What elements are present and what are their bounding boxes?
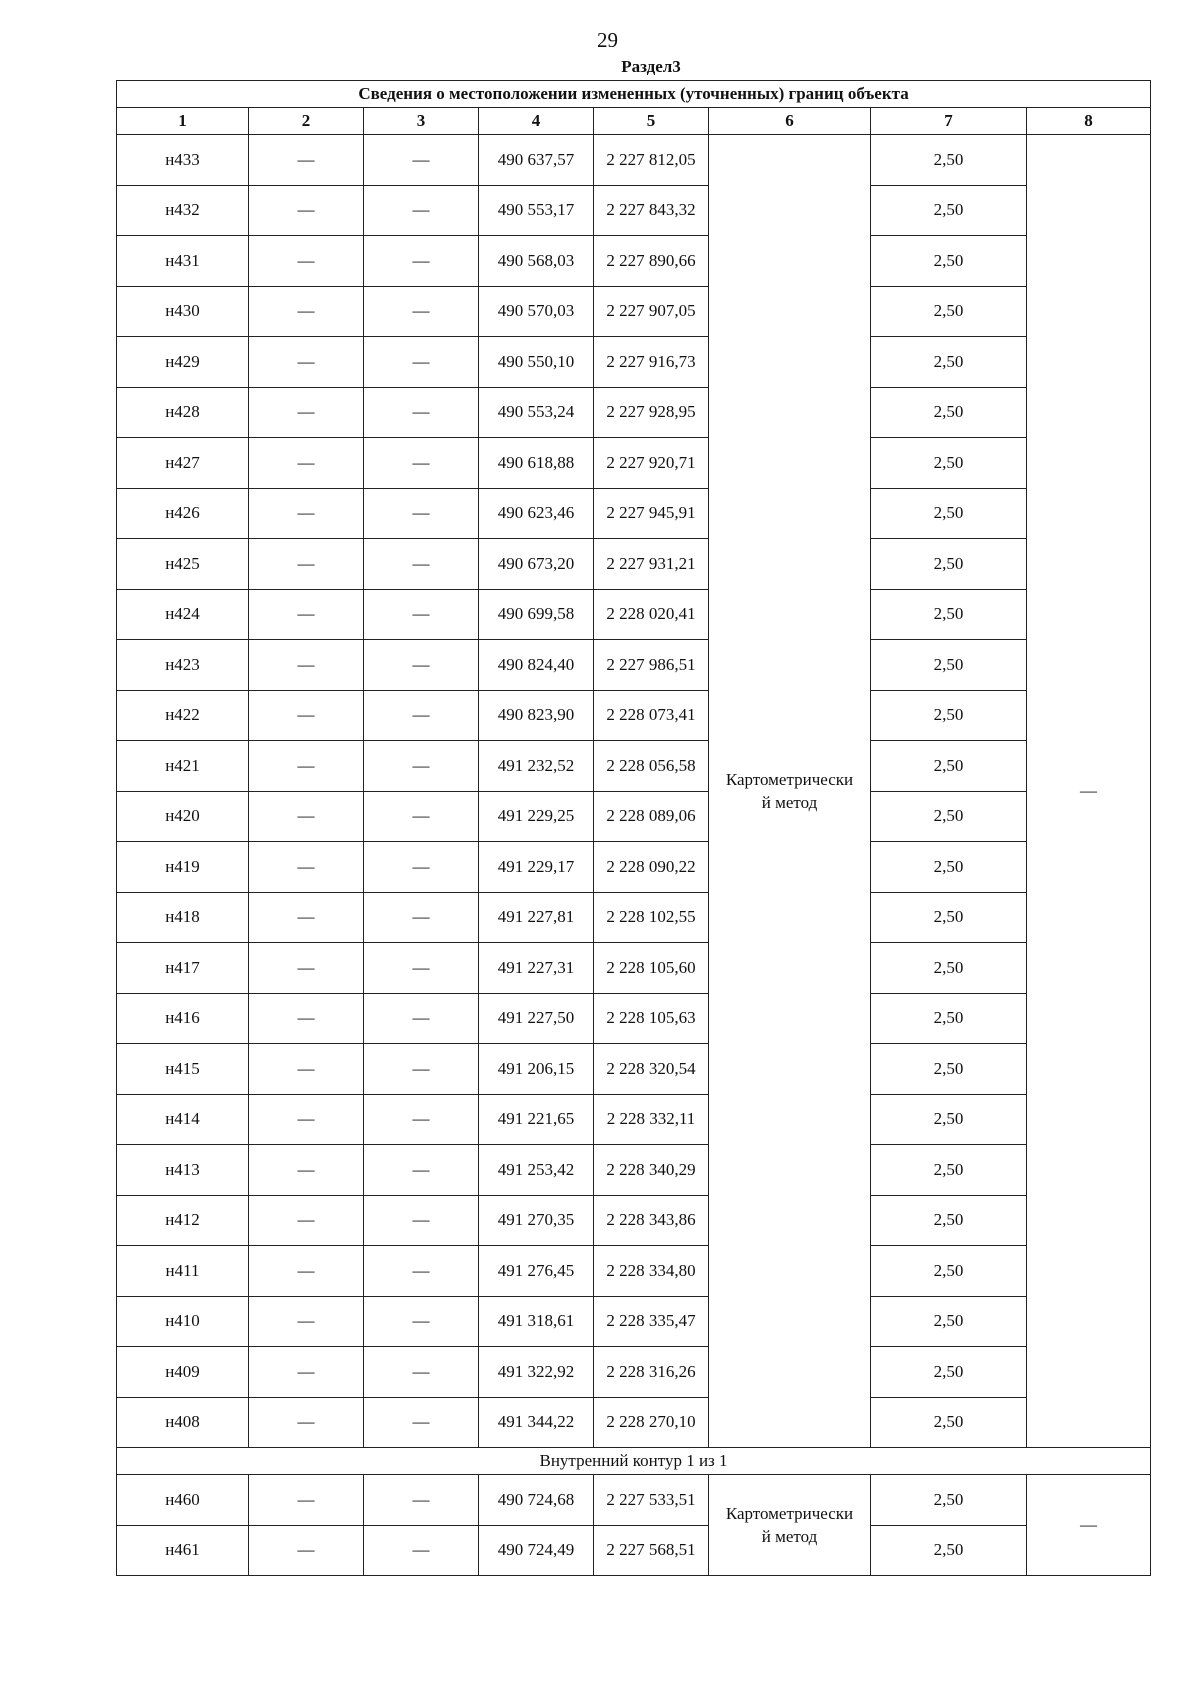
- coord-y: 2 228 334,80: [594, 1246, 709, 1297]
- col2-dash: —: [249, 286, 364, 337]
- precision: 2,50: [871, 741, 1027, 792]
- table-row: [117, 488, 1151, 539]
- col3-dash: —: [364, 286, 479, 337]
- coord-x: 491 232,52: [479, 741, 594, 792]
- coord-y: 2 227 920,71: [594, 438, 709, 489]
- col3-dash: —: [364, 387, 479, 438]
- col3-dash: —: [364, 1397, 479, 1448]
- section-title: Раздел3: [621, 57, 681, 76]
- table-row: [117, 286, 1151, 337]
- table-row: [117, 943, 1151, 994]
- precision: 2,50: [871, 1525, 1027, 1576]
- point-id: н427: [117, 438, 249, 489]
- col2-dash: —: [249, 1347, 364, 1398]
- point-id: н429: [117, 337, 249, 388]
- precision: 2,50: [871, 892, 1027, 943]
- col3-dash: —: [364, 1094, 479, 1145]
- coord-y: 2 228 056,58: [594, 741, 709, 792]
- col3-dash: —: [364, 741, 479, 792]
- coord-y: 2 227 812,05: [594, 135, 709, 186]
- table-row: [117, 387, 1151, 438]
- col3-dash: —: [364, 892, 479, 943]
- coord-y: 2 227 907,05: [594, 286, 709, 337]
- coord-x: 491 322,92: [479, 1347, 594, 1398]
- coord-x: 490 823,90: [479, 690, 594, 741]
- coord-y: 2 228 089,06: [594, 791, 709, 842]
- col3-dash: —: [364, 438, 479, 489]
- col3-dash: —: [364, 1145, 479, 1196]
- method-line: Картометрически: [725, 770, 854, 789]
- point-id: н408: [117, 1397, 249, 1448]
- coord-x: 490 553,17: [479, 185, 594, 236]
- table-row: [117, 1525, 1151, 1576]
- table-row: [117, 236, 1151, 287]
- precision: 2,50: [871, 640, 1027, 691]
- precision: 2,50: [871, 236, 1027, 287]
- col2-dash: —: [249, 185, 364, 236]
- point-id: н416: [117, 993, 249, 1044]
- coord-x: 491 318,61: [479, 1296, 594, 1347]
- col3-dash: —: [364, 1525, 479, 1576]
- page-number: 29: [597, 28, 618, 52]
- coord-y: 2 228 340,29: [594, 1145, 709, 1196]
- col3-dash: —: [364, 337, 479, 388]
- precision: 2,50: [871, 286, 1027, 337]
- table-row: [117, 791, 1151, 842]
- col3-dash: —: [364, 1296, 479, 1347]
- col2-dash: —: [249, 539, 364, 590]
- col3-dash: —: [364, 1475, 479, 1526]
- coord-y: 2 228 105,63: [594, 993, 709, 1044]
- col2-dash: —: [249, 438, 364, 489]
- col3-dash: —: [364, 539, 479, 590]
- coord-y: 2 228 320,54: [594, 1044, 709, 1095]
- table-row: [117, 1094, 1151, 1145]
- point-id: н430: [117, 286, 249, 337]
- table-row: [117, 1044, 1151, 1095]
- col3-dash: —: [364, 488, 479, 539]
- coord-x: 491 276,45: [479, 1246, 594, 1297]
- coord-x: 490 623,46: [479, 488, 594, 539]
- precision: 2,50: [871, 135, 1027, 186]
- column-header: 8: [1027, 108, 1151, 135]
- coord-y: 2 227 890,66: [594, 236, 709, 287]
- coord-x: 491 229,17: [479, 842, 594, 893]
- table-row: [117, 1145, 1151, 1196]
- col3-dash: —: [364, 1044, 479, 1095]
- table-row: [117, 1397, 1151, 1448]
- coord-y: 2 227 533,51: [594, 1475, 709, 1526]
- coord-y: 2 227 843,32: [594, 185, 709, 236]
- col3-dash: —: [364, 589, 479, 640]
- point-id: н412: [117, 1195, 249, 1246]
- col3-dash: —: [364, 791, 479, 842]
- coord-y: 2 228 090,22: [594, 842, 709, 893]
- col2-dash: —: [249, 135, 364, 186]
- point-id: н422: [117, 690, 249, 741]
- precision: 2,50: [871, 842, 1027, 893]
- table-row: [117, 1246, 1151, 1297]
- precision: 2,50: [871, 1094, 1027, 1145]
- col2-dash: —: [249, 892, 364, 943]
- method-cell: [709, 135, 871, 1448]
- coord-x: 490 618,88: [479, 438, 594, 489]
- point-id: н413: [117, 1145, 249, 1196]
- precision: 2,50: [871, 337, 1027, 388]
- precision: 2,50: [871, 1397, 1027, 1448]
- col2-dash: —: [249, 236, 364, 287]
- coord-x: 490 568,03: [479, 236, 594, 287]
- coord-y: 2 228 020,41: [594, 589, 709, 640]
- col3-dash: —: [364, 1347, 479, 1398]
- col3-dash: —: [364, 236, 479, 287]
- point-id: н425: [117, 539, 249, 590]
- method-line: Картометрически: [725, 1504, 854, 1523]
- col2-dash: —: [249, 1397, 364, 1448]
- table-row: [117, 690, 1151, 741]
- point-id: н409: [117, 1347, 249, 1398]
- point-id: н426: [117, 488, 249, 539]
- coord-y: 2 227 986,51: [594, 640, 709, 691]
- coord-y: 2 227 931,21: [594, 539, 709, 590]
- table-row: [117, 741, 1151, 792]
- col3-dash: —: [364, 690, 479, 741]
- table-row: [117, 135, 1151, 186]
- table-row: [117, 842, 1151, 893]
- precision: 2,50: [871, 993, 1027, 1044]
- precision: 2,50: [871, 690, 1027, 741]
- table-row: [117, 1296, 1151, 1347]
- point-id: н433: [117, 135, 249, 186]
- coord-x: 490 699,58: [479, 589, 594, 640]
- coord-y: 2 228 270,10: [594, 1397, 709, 1448]
- precision: 2,50: [871, 488, 1027, 539]
- col2-dash: —: [249, 1525, 364, 1576]
- coord-x: 490 637,57: [479, 135, 594, 186]
- col2-dash: —: [249, 690, 364, 741]
- coord-y: 2 228 343,86: [594, 1195, 709, 1246]
- col2-dash: —: [249, 488, 364, 539]
- coord-x: 491 253,42: [479, 1145, 594, 1196]
- col2-dash: —: [249, 1246, 364, 1297]
- table-row: [117, 185, 1151, 236]
- column-header: 1: [117, 108, 249, 135]
- coord-x: 490 673,20: [479, 539, 594, 590]
- point-id: н420: [117, 791, 249, 842]
- col2-dash: —: [249, 1145, 364, 1196]
- coord-x: 491 221,65: [479, 1094, 594, 1145]
- precision: 2,50: [871, 185, 1027, 236]
- column-header: 3: [364, 108, 479, 135]
- column-header: 2: [249, 108, 364, 135]
- precision: 2,50: [871, 1145, 1027, 1196]
- col2-dash: —: [249, 1296, 364, 1347]
- col3-dash: —: [364, 640, 479, 691]
- coord-x: 490 824,40: [479, 640, 594, 691]
- precision: 2,50: [871, 1475, 1027, 1526]
- coord-y: 2 227 916,73: [594, 337, 709, 388]
- coord-y: 2 228 335,47: [594, 1296, 709, 1347]
- method-cell: [709, 1475, 871, 1576]
- table-row: [117, 438, 1151, 489]
- coord-y: 2 228 073,41: [594, 690, 709, 741]
- precision: 2,50: [871, 1246, 1027, 1297]
- method-line: й метод: [761, 1527, 818, 1546]
- coord-x: 491 270,35: [479, 1195, 594, 1246]
- point-id: н460: [117, 1475, 249, 1526]
- point-id: н418: [117, 892, 249, 943]
- col2-dash: —: [249, 842, 364, 893]
- method-line: й метод: [761, 793, 818, 812]
- header-row: [117, 108, 1151, 135]
- point-id: н431: [117, 236, 249, 287]
- precision: 2,50: [871, 438, 1027, 489]
- column-header: 4: [479, 108, 594, 135]
- table-row: [117, 589, 1151, 640]
- col3-dash: —: [364, 1195, 479, 1246]
- col3-dash: —: [364, 185, 479, 236]
- coord-x: 491 227,81: [479, 892, 594, 943]
- column-header: 6: [709, 108, 871, 135]
- col8-dash: —: [1027, 135, 1151, 1448]
- point-id: н415: [117, 1044, 249, 1095]
- point-id: н410: [117, 1296, 249, 1347]
- col2-dash: —: [249, 589, 364, 640]
- coord-x: 490 724,49: [479, 1525, 594, 1576]
- col2-dash: —: [249, 993, 364, 1044]
- coord-y: 2 227 568,51: [594, 1525, 709, 1576]
- col2-dash: —: [249, 1044, 364, 1095]
- point-id: н461: [117, 1525, 249, 1576]
- coord-x: 491 227,50: [479, 993, 594, 1044]
- col2-dash: —: [249, 640, 364, 691]
- point-id: н424: [117, 589, 249, 640]
- col3-dash: —: [364, 135, 479, 186]
- col3-dash: —: [364, 993, 479, 1044]
- precision: 2,50: [871, 589, 1027, 640]
- precision: 2,50: [871, 1195, 1027, 1246]
- col2-dash: —: [249, 1195, 364, 1246]
- table-row: [117, 539, 1151, 590]
- col8-dash: —: [1027, 1475, 1151, 1576]
- col2-dash: —: [249, 741, 364, 792]
- point-id: н428: [117, 387, 249, 438]
- coord-y: 2 228 332,11: [594, 1094, 709, 1145]
- col2-dash: —: [249, 337, 364, 388]
- col2-dash: —: [249, 387, 364, 438]
- coord-y: 2 228 105,60: [594, 943, 709, 994]
- col2-dash: —: [249, 1475, 364, 1526]
- precision: 2,50: [871, 1347, 1027, 1398]
- table-row: [117, 337, 1151, 388]
- inner-contour-row: [117, 1448, 1151, 1475]
- precision: 2,50: [871, 387, 1027, 438]
- precision: 2,50: [871, 1044, 1027, 1095]
- table-row: [117, 1195, 1151, 1246]
- boundary-table: [116, 80, 1151, 1576]
- col2-dash: —: [249, 1094, 364, 1145]
- precision: 2,50: [871, 791, 1027, 842]
- precision: 2,50: [871, 539, 1027, 590]
- precision: 2,50: [871, 1296, 1027, 1347]
- point-id: н414: [117, 1094, 249, 1145]
- table-row: [117, 892, 1151, 943]
- point-id: н421: [117, 741, 249, 792]
- coord-y: 2 228 316,26: [594, 1347, 709, 1398]
- point-id: н411: [117, 1246, 249, 1297]
- col3-dash: —: [364, 943, 479, 994]
- table-row: [117, 1347, 1151, 1398]
- coord-x: 491 344,22: [479, 1397, 594, 1448]
- table-row: [117, 993, 1151, 1044]
- coord-x: 491 229,25: [479, 791, 594, 842]
- col2-dash: —: [249, 791, 364, 842]
- coord-y: 2 228 102,55: [594, 892, 709, 943]
- col3-dash: —: [364, 842, 479, 893]
- table-row: [117, 640, 1151, 691]
- inner-contour-label: Внутренний контур 1 из 1: [117, 1448, 1151, 1475]
- coord-x: 490 570,03: [479, 286, 594, 337]
- table-row: [117, 1475, 1151, 1526]
- point-id: н423: [117, 640, 249, 691]
- coord-x: 490 550,10: [479, 337, 594, 388]
- col2-dash: —: [249, 943, 364, 994]
- precision: 2,50: [871, 943, 1027, 994]
- coord-x: 490 553,24: [479, 387, 594, 438]
- coord-x: 491 206,15: [479, 1044, 594, 1095]
- column-header: 5: [594, 108, 709, 135]
- point-id: н432: [117, 185, 249, 236]
- coord-x: 491 227,31: [479, 943, 594, 994]
- col3-dash: —: [364, 1246, 479, 1297]
- coord-y: 2 227 945,91: [594, 488, 709, 539]
- point-id: н417: [117, 943, 249, 994]
- point-id: н419: [117, 842, 249, 893]
- coord-x: 490 724,68: [479, 1475, 594, 1526]
- coord-y: 2 227 928,95: [594, 387, 709, 438]
- column-header: 7: [871, 108, 1027, 135]
- table-caption: Сведения о местоположении измененных (уточненных) границ объекта: [117, 81, 1151, 108]
